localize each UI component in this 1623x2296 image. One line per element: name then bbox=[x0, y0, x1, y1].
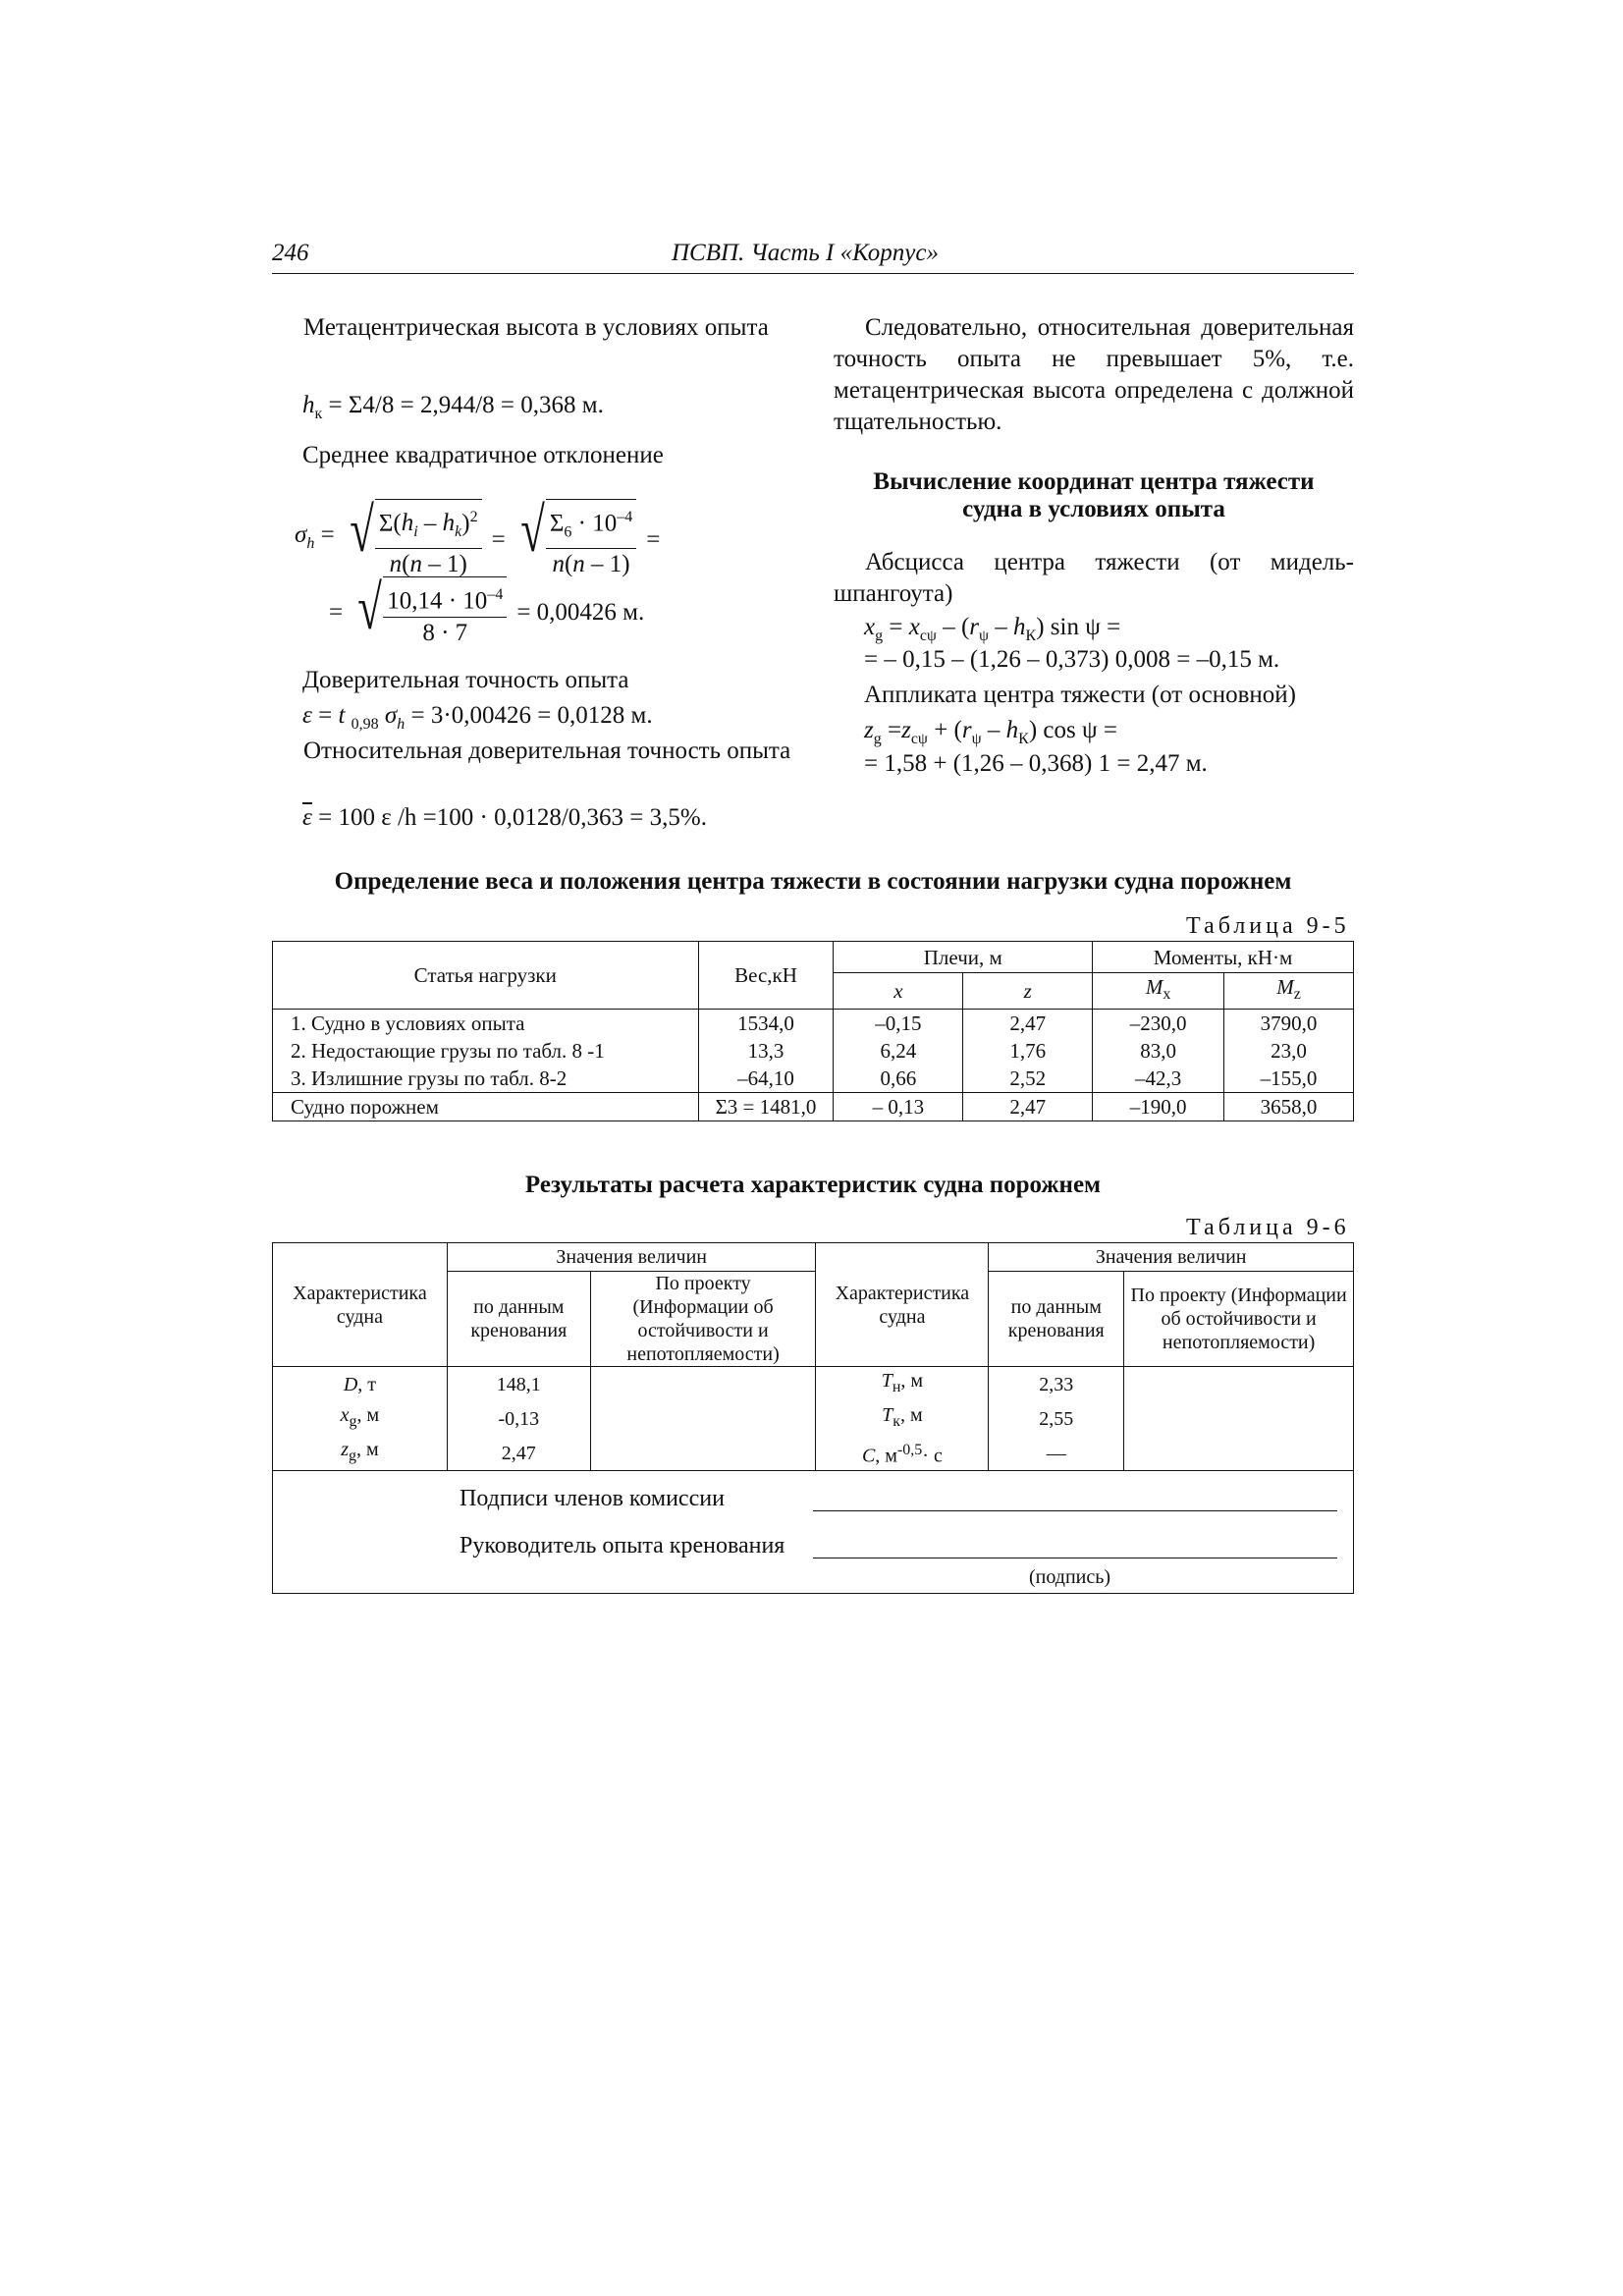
sqrt-numerator: 10,14 · 10 bbox=[387, 587, 488, 615]
text-abscissa: Абсцисса центра тяжести (от мидель-шпангоута) bbox=[834, 549, 1354, 607]
table-row: $z_g$, м 2,47 C, $м^{-0,5}\cdot с$ — bbox=[273, 1436, 1354, 1471]
text-metacentric-height: Метацентрическая высота в условиях опыта bbox=[303, 314, 769, 341]
table-row: D, т 148,1 $T_н$, м 2,33 bbox=[273, 1367, 1354, 1402]
table-total-row: Судно порожнем Σ3 = 1481,0 – 0,13 2,47 –190,0 3658,0 bbox=[273, 1093, 1354, 1121]
sigma-result: = 0,00426 м. bbox=[516, 599, 645, 627]
th-item: Статья нагрузки bbox=[273, 942, 699, 1010]
text-std-deviation: Среднее квадратичное отклонение bbox=[302, 442, 664, 468]
formula-zg: $z_g =z_{c\psi} + (r_\psi - h_К)$ cos ψ = bbox=[864, 717, 1117, 747]
heading-cg-coordinates bbox=[834, 468, 1354, 523]
formula-xg: $x_g = x_{c\psi} - (r_\psi - h_К)$ sin ψ = bbox=[864, 614, 1121, 644]
th-values-2: Значения величин bbox=[989, 1243, 1354, 1272]
table-weight-cg: Статья нагрузки Вес,кН Плечи, м Моменты, кН·м x z $M_x$ $M_z$ 1. Судно в условиях опыта 1534,0 –0,15 2,47 –230,0 3790,0 2. Недостающие грузы по табл. 8 -1 13,3 6,24 1,76 83,0 23,0 3. Излишние грузы по табл. 8-2 –64,10 0,66 2,52 –42,3 –155,0 Судно порожнем Σ3 = 1481,0 – 0,13 2,47 –190,0 3658,0 bbox=[272, 941, 1354, 1121]
table-caption-9-5: Таблица 9-5 bbox=[1186, 913, 1350, 939]
formula-hk: $h_к = \Sigma 4/8 = 2,944/8 = 0,368$ м. bbox=[302, 392, 604, 422]
th-values-1: Значения величин bbox=[447, 1243, 816, 1272]
th-by-data-2: по данным кренования bbox=[989, 1272, 1124, 1367]
table-row: $x_g$, м -0,13 $T_к$, м 2,55 bbox=[273, 1401, 1354, 1436]
text-applicate: Аппликата центра тяжести (от основной) bbox=[864, 682, 1296, 708]
formula-relative-epsilon-rhs: = 100 ε /h =100 · 0,0128/0,363 = 3,5%. bbox=[318, 804, 707, 831]
th-by-data-1: по данным кренования bbox=[447, 1272, 590, 1367]
heading-line-1: Вычисление координат центра тяжести bbox=[873, 468, 1315, 495]
table-row: 1. Судно в условиях опыта 1534,0 –0,15 2,47 –230,0 3790,0 bbox=[273, 1010, 1354, 1038]
th-arms: Плечи, м bbox=[834, 942, 1093, 973]
th-weight: Вес,кН bbox=[698, 942, 834, 1010]
table-caption-9-6: Таблица 9-6 bbox=[1186, 1215, 1350, 1240]
formula-epsilon: ε = t $_{0,98}$ $\sigma_h = 3\cdot 0,00426 = 0,0128$ м. bbox=[302, 702, 653, 733]
heading-line-2: судна в условиях опыта bbox=[962, 496, 1225, 522]
th-x: x bbox=[893, 979, 903, 1004]
signature-line-members[interactable] bbox=[813, 1510, 1337, 1511]
signature-label-members: Подписи членов комиссии bbox=[460, 1486, 725, 1511]
text-confidence: Доверительная точность опыта bbox=[302, 667, 629, 693]
table-row: 3. Излишние грузы по табл. 8-2 –64,10 0,66 2,52 –42,3 –155,0 bbox=[273, 1065, 1354, 1093]
sqrt-denominator: 8 · 7 bbox=[422, 620, 468, 647]
formula-sigma-value: = √ $\frac{10,14 \cdot 10^{-4}}{8 \cdot 7}$ = 0,00426 м. bbox=[329, 576, 644, 649]
th-z: z bbox=[1023, 979, 1032, 1004]
signature-hint: (подпись) bbox=[1029, 1566, 1111, 1588]
th-by-project-1: По проекту (Информации об остойчивости и непотопляемости) bbox=[590, 1272, 816, 1367]
signature-label-head: Руководитель опыта кренования bbox=[460, 1533, 785, 1558]
th-by-project-2: По проекту (Информации об остойчивости и непотопляемости) bbox=[1124, 1272, 1354, 1367]
th-moments: Моменты, кН·м bbox=[1093, 942, 1354, 973]
text-relative-confidence: Относительная доверительная точность опыта bbox=[303, 738, 791, 764]
formula-sigma: $\sigma_h$ = √ $\frac{\Sigma(h_i - h_k)^2}{n(n - 1)}$ = √ $\frac{\Sigma_6 \cdot 10^{-4}}{n(n - 1)}$ = bbox=[295, 499, 660, 580]
th-char-1: Характеристика судна bbox=[273, 1243, 448, 1367]
table-results bbox=[272, 1242, 1354, 1594]
formula-xg-value: = – 0,15 – (1,26 – 0,373) 0,008 = –0,15 м. bbox=[864, 646, 1280, 673]
formula-relative-epsilon: $\overline{\varepsilon} = 100$ ε /h =100 · 0,0128/0,363 = 3,5%. bbox=[302, 804, 707, 831]
formula-hk-rhs: = Σ4/8 = 2,944/8 = 0,368 м. bbox=[328, 392, 604, 418]
section-title-weight: Определение веса и положения центра тяжести в состоянии нагрузки судна порожнем bbox=[334, 868, 1292, 895]
text-conclusion: Следовательно, относительная доверительная точность опыта не превышает 5%, т.е. метацентрическая высота определена с должной тщательностью. bbox=[834, 314, 1354, 435]
signature-block bbox=[273, 1471, 1354, 1594]
formula-zg-value: = 1,58 + (1,26 – 0,368) 1 = 2,47 м. bbox=[864, 750, 1208, 777]
page-number: 246 bbox=[272, 240, 309, 266]
header-rule bbox=[272, 273, 1354, 274]
table-row: 2. Недостающие грузы по табл. 8 -1 13,3 6,24 1,76 83,0 23,0 bbox=[273, 1037, 1354, 1065]
formula-epsilon-rhs: = 3·0,00426 = 0,0128 м. bbox=[410, 702, 653, 729]
running-title: ПСВП. Часть I «Корпус» bbox=[672, 240, 939, 266]
th-char-2: Характеристика судна bbox=[816, 1243, 989, 1367]
section-title-results: Результаты расчета характеристик судна порожнем bbox=[524, 1172, 1102, 1198]
